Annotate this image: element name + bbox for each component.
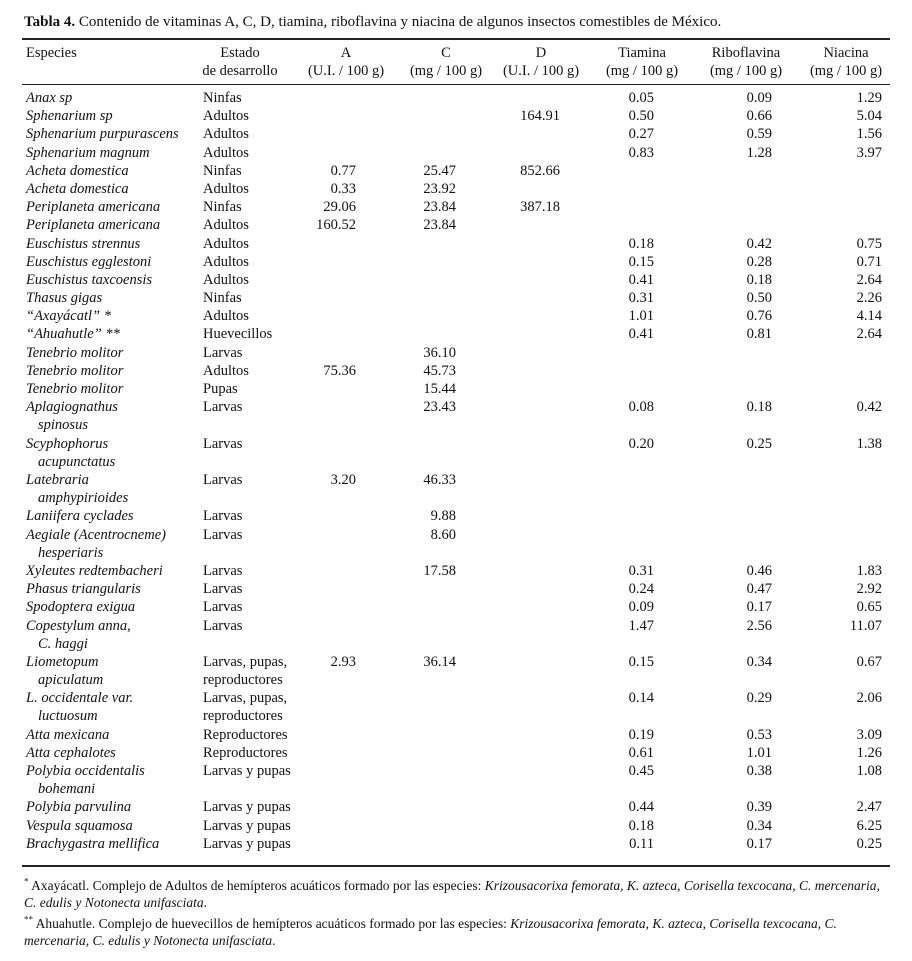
development-stage: Larvas y pupas <box>203 817 291 834</box>
table-row <box>0 580 912 598</box>
value-tiamina: 1.01 <box>628 308 654 325</box>
table-row <box>0 689 912 725</box>
value-tiamina: 0.18 <box>628 817 654 834</box>
development-stage: Larvas <box>203 471 243 488</box>
value-niacina: 0.65 <box>856 599 882 616</box>
development-stage: Larvas y pupas <box>203 763 291 780</box>
value-riboflavina: 0.18 <box>746 271 772 288</box>
table-row <box>0 507 912 525</box>
species-name: “Axayácatl” * <box>26 308 111 325</box>
value-c: 36.14 <box>423 653 456 670</box>
species-name: Brachygastra mellifica <box>26 835 160 852</box>
table-row <box>0 325 912 343</box>
top-rule <box>22 38 890 40</box>
species-name: Tenebrio molitor <box>26 362 124 379</box>
development-stage: Adultos <box>203 126 249 143</box>
development-stage: Larvas <box>203 435 243 452</box>
development-stage: Adultos <box>203 362 249 379</box>
value-tiamina: 0.31 <box>628 562 654 579</box>
value-riboflavina: 0.81 <box>746 326 772 343</box>
value-tiamina: 0.61 <box>628 744 654 761</box>
table-row <box>0 598 912 616</box>
species-name: Phasus triangularis <box>26 581 141 598</box>
species-name: Xyleutes redtembacheri <box>26 562 163 579</box>
value-tiamina: 0.50 <box>628 108 654 125</box>
header-riboflavina: Riboflavina (mg / 100 g) <box>709 45 783 79</box>
value-riboflavina: 0.50 <box>746 290 772 307</box>
value-a: 29.06 <box>323 199 356 216</box>
value-a: 2.93 <box>330 653 356 670</box>
table-row <box>0 617 912 653</box>
value-riboflavina: 0.38 <box>746 763 772 780</box>
value-tiamina: 0.24 <box>628 581 654 598</box>
table-row <box>0 471 912 507</box>
value-riboflavina: 0.17 <box>746 599 772 616</box>
value-a: 0.77 <box>330 162 356 179</box>
species-name: Periplaneta americana <box>26 217 161 234</box>
table-row <box>0 271 912 289</box>
value-niacina: 0.67 <box>856 653 882 670</box>
development-stage: Larvas <box>203 526 243 543</box>
value-niacina: 0.71 <box>856 253 882 270</box>
species-name: Liometopum apiculatum <box>26 653 104 689</box>
species-name: Thasus gigas <box>26 290 103 307</box>
table-row <box>0 726 912 744</box>
table-row <box>0 216 912 234</box>
table-row <box>0 253 912 271</box>
value-c: 15.44 <box>423 381 456 397</box>
species-name: Polybia parvulina <box>26 799 132 816</box>
header-species: Especies <box>26 45 77 61</box>
value-tiamina: 0.20 <box>628 435 654 452</box>
development-stage: Larvas, pupas, reproductores <box>203 690 288 725</box>
development-stage: Larvas <box>203 581 243 598</box>
value-niacina: 1.08 <box>856 763 882 780</box>
table-row <box>0 344 912 362</box>
development-stage: Ninfas <box>203 199 242 216</box>
development-stage: Ninfas <box>203 290 242 307</box>
development-stage: Adultos <box>203 308 249 325</box>
table-row <box>0 835 912 853</box>
table-caption <box>24 14 721 31</box>
table-row <box>0 798 912 816</box>
value-c: 25.47 <box>423 162 456 179</box>
value-riboflavina: 0.66 <box>746 108 772 125</box>
table-row <box>0 562 912 580</box>
value-c: 23.92 <box>423 180 456 197</box>
value-c: 8.60 <box>430 526 456 543</box>
development-stage: Larvas <box>203 599 243 616</box>
value-riboflavina: 1.01 <box>746 744 772 761</box>
development-stage: Adultos <box>203 180 249 197</box>
species-name: Euschistus taxcoensis <box>26 271 153 288</box>
value-tiamina: 0.15 <box>628 253 654 270</box>
value-niacina: 0.75 <box>856 235 882 252</box>
species-name: L. occidentale var. luctuosum <box>26 690 134 725</box>
development-stage: Ninfas <box>203 162 242 179</box>
value-niacina: 2.92 <box>856 581 882 598</box>
value-tiamina: 1.47 <box>628 617 654 634</box>
species-name: Copestylum anna, C. haggi <box>26 617 131 652</box>
species-name: Tenebrio molitor <box>26 381 124 397</box>
species-name: Acheta domestica <box>26 162 129 179</box>
value-riboflavina: 0.29 <box>746 690 772 707</box>
species-name: Laniifera cyclades <box>26 508 134 525</box>
header-vitamin-d: D (U.I. / 100 g) <box>502 45 580 79</box>
footnote-axayacatl: * Axayácatl. Complejo de Adultos de hemípteros acuáticos formado por las especies: Krizousacorixa femorata, K. azteca, Corisella texcocana, C. mercenaria, C. edulis y Notonecta unifasciata. <box>24 876 880 910</box>
table-row <box>0 235 912 253</box>
value-tiamina: 0.19 <box>628 726 654 743</box>
species-name: Aegiale (Acentrocneme) hesperiaris <box>26 526 166 561</box>
value-riboflavina: 0.28 <box>746 253 772 270</box>
table-row <box>0 162 912 180</box>
value-niacina: 11.07 <box>849 617 882 634</box>
value-c: 45.73 <box>423 362 456 379</box>
value-niacina: 2.47 <box>856 799 882 816</box>
value-riboflavina: 0.39 <box>746 799 772 816</box>
development-stage: Pupas <box>203 381 238 397</box>
value-a: 0.33 <box>330 180 356 197</box>
value-riboflavina: 2.56 <box>746 617 772 634</box>
value-tiamina: 0.41 <box>628 271 654 288</box>
species-name: Latebraria amphypirioides <box>26 471 129 507</box>
species-name: Anax sp <box>26 90 73 106</box>
species-name: Euschistus egglestoni <box>26 253 152 270</box>
development-stage: Adultos <box>203 108 249 125</box>
value-c: 46.33 <box>423 471 456 488</box>
table-row <box>0 362 912 380</box>
development-stage: Larvas <box>203 344 243 361</box>
value-tiamina: 0.08 <box>628 399 654 416</box>
species-name: Vespula squamosa <box>26 817 133 834</box>
value-tiamina: 0.05 <box>628 90 654 106</box>
development-stage: Larvas <box>203 562 243 579</box>
value-niacina: 2.06 <box>856 690 882 707</box>
development-stage: Huevecillos <box>203 326 273 343</box>
species-name: Atta cephalotes <box>26 744 116 761</box>
value-c: 17.58 <box>423 562 456 579</box>
value-riboflavina: 0.53 <box>746 726 772 743</box>
species-name: Periplaneta americana <box>26 199 161 216</box>
value-tiamina: 0.41 <box>628 326 654 343</box>
value-tiamina: 0.45 <box>628 763 654 780</box>
value-tiamina: 0.27 <box>628 126 654 143</box>
table-row <box>0 380 912 398</box>
value-niacina: 2.64 <box>856 326 882 343</box>
value-riboflavina: 0.34 <box>746 653 772 670</box>
table-row <box>0 526 912 562</box>
value-niacina: 5.04 <box>856 108 882 125</box>
value-d: 387.18 <box>520 199 560 216</box>
species-name: Polybia occidentalis bohemani <box>26 763 145 798</box>
value-c: 23.84 <box>423 217 456 234</box>
species-name: Atta mexicana <box>26 726 110 743</box>
value-niacina: 4.14 <box>856 308 882 325</box>
value-niacina: 1.83 <box>856 562 882 579</box>
development-stage: Larvas <box>203 399 243 416</box>
table-label: Tabla 4. <box>24 14 76 30</box>
value-niacina: 2.26 <box>856 290 882 307</box>
header-vitamin-a: A (U.I. / 100 g) <box>307 45 385 79</box>
value-tiamina: 0.14 <box>628 690 654 707</box>
header-vitamin-c: C (mg / 100 g) <box>409 45 483 79</box>
value-niacina: 1.29 <box>856 90 882 106</box>
value-tiamina: 0.15 <box>628 653 654 670</box>
value-c: 36.10 <box>423 344 456 361</box>
value-niacina: 1.56 <box>856 126 882 143</box>
value-riboflavina: 0.76 <box>746 308 772 325</box>
species-name: Spodoptera exigua <box>26 599 136 616</box>
value-tiamina: 0.44 <box>628 799 654 816</box>
value-niacina: 1.26 <box>856 744 882 761</box>
value-tiamina: 0.31 <box>628 290 654 307</box>
table-row <box>0 398 912 434</box>
value-niacina: 0.42 <box>856 399 882 416</box>
table-row <box>0 144 912 162</box>
development-stage: Larvas <box>203 508 243 525</box>
value-a: 3.20 <box>330 471 356 488</box>
value-riboflavina: 0.59 <box>746 126 772 143</box>
value-niacina: 1.38 <box>856 435 882 452</box>
development-stage: Adultos <box>203 235 249 252</box>
development-stage: Adultos <box>203 271 249 288</box>
species-name: “Ahuahutle” ** <box>26 326 120 343</box>
table-row <box>0 307 912 325</box>
table-row <box>0 653 912 689</box>
table-row <box>0 762 912 798</box>
header-niacina: Niacina (mg / 100 g) <box>809 45 883 79</box>
value-riboflavina: 0.18 <box>746 399 772 416</box>
species-name: Tenebrio molitor <box>26 344 124 361</box>
header-stage: Estado de desarrollo <box>202 45 278 79</box>
value-c: 23.84 <box>423 199 456 216</box>
species-name: Sphenarium magnum <box>26 144 150 161</box>
value-niacina: 0.25 <box>856 835 882 852</box>
table-row <box>0 817 912 835</box>
value-d: 164.91 <box>520 108 560 125</box>
table-row <box>0 435 912 471</box>
value-d: 852.66 <box>520 162 560 179</box>
value-riboflavina: 0.09 <box>746 90 772 106</box>
value-riboflavina: 0.17 <box>746 835 772 852</box>
value-c: 23.43 <box>423 399 456 416</box>
development-stage: Adultos <box>203 253 249 270</box>
species-name: Aplagiognathus spinosus <box>26 399 118 434</box>
development-stage: Reproductores <box>203 744 288 761</box>
table-row <box>0 107 912 125</box>
value-tiamina: 0.11 <box>629 835 654 852</box>
species-name: Sphenarium sp <box>26 108 113 125</box>
value-riboflavina: 0.34 <box>746 817 772 834</box>
header-tiamina: Tiamina (mg / 100 g) <box>605 45 679 79</box>
table-row <box>0 180 912 198</box>
development-stage: Adultos <box>203 144 249 161</box>
value-tiamina: 0.83 <box>628 144 654 161</box>
value-tiamina: 0.09 <box>628 599 654 616</box>
species-name: Scyphophorus acupunctatus <box>26 435 116 470</box>
value-riboflavina: 0.25 <box>746 435 772 452</box>
species-name: Euschistus strennus <box>26 235 141 252</box>
header-rule <box>22 84 890 85</box>
table-row <box>0 125 912 143</box>
species-name: Sphenarium purpurascens <box>26 126 179 143</box>
value-a: 160.52 <box>316 217 356 234</box>
value-c: 9.88 <box>430 508 456 525</box>
table-row <box>0 198 912 216</box>
value-riboflavina: 0.42 <box>746 235 772 252</box>
value-niacina: 2.64 <box>856 271 882 288</box>
value-riboflavina: 0.46 <box>746 562 772 579</box>
footnotes <box>24 878 890 954</box>
table-title: Contenido de vitaminas A, C, D, tiamina, riboflavina y niacina de algunos insectos comestibles de México. <box>75 14 722 30</box>
value-niacina: 3.09 <box>856 726 882 743</box>
development-stage: Larvas y pupas <box>203 799 291 816</box>
table-body <box>0 89 912 853</box>
development-stage: Larvas, pupas, reproductores <box>203 653 288 689</box>
value-riboflavina: 1.28 <box>746 144 772 161</box>
bottom-rule <box>22 865 890 867</box>
footnote-ahuahutle: ** Ahuahutle. Complejo de huevecillos de hemípteros acuáticos formado por las especies: Krizousacorixa femorata, K. azteca, Corisella texcocana, C. mercenaria, C. edulis y Notonecta unifasciata. <box>24 914 837 948</box>
development-stage: Adultos <box>203 217 249 234</box>
table-row <box>0 744 912 762</box>
value-tiamina: 0.18 <box>628 235 654 252</box>
value-niacina: 3.97 <box>856 144 882 161</box>
table-row <box>0 289 912 307</box>
value-riboflavina: 0.47 <box>746 581 772 598</box>
development-stage: Larvas y pupas <box>203 835 291 852</box>
table-row <box>0 89 912 107</box>
development-stage: Ninfas <box>203 90 242 106</box>
species-name: Acheta domestica <box>26 180 129 197</box>
value-a: 75.36 <box>323 362 356 379</box>
value-niacina: 6.25 <box>856 817 882 834</box>
development-stage: Reproductores <box>203 726 288 743</box>
development-stage: Larvas <box>203 617 243 634</box>
